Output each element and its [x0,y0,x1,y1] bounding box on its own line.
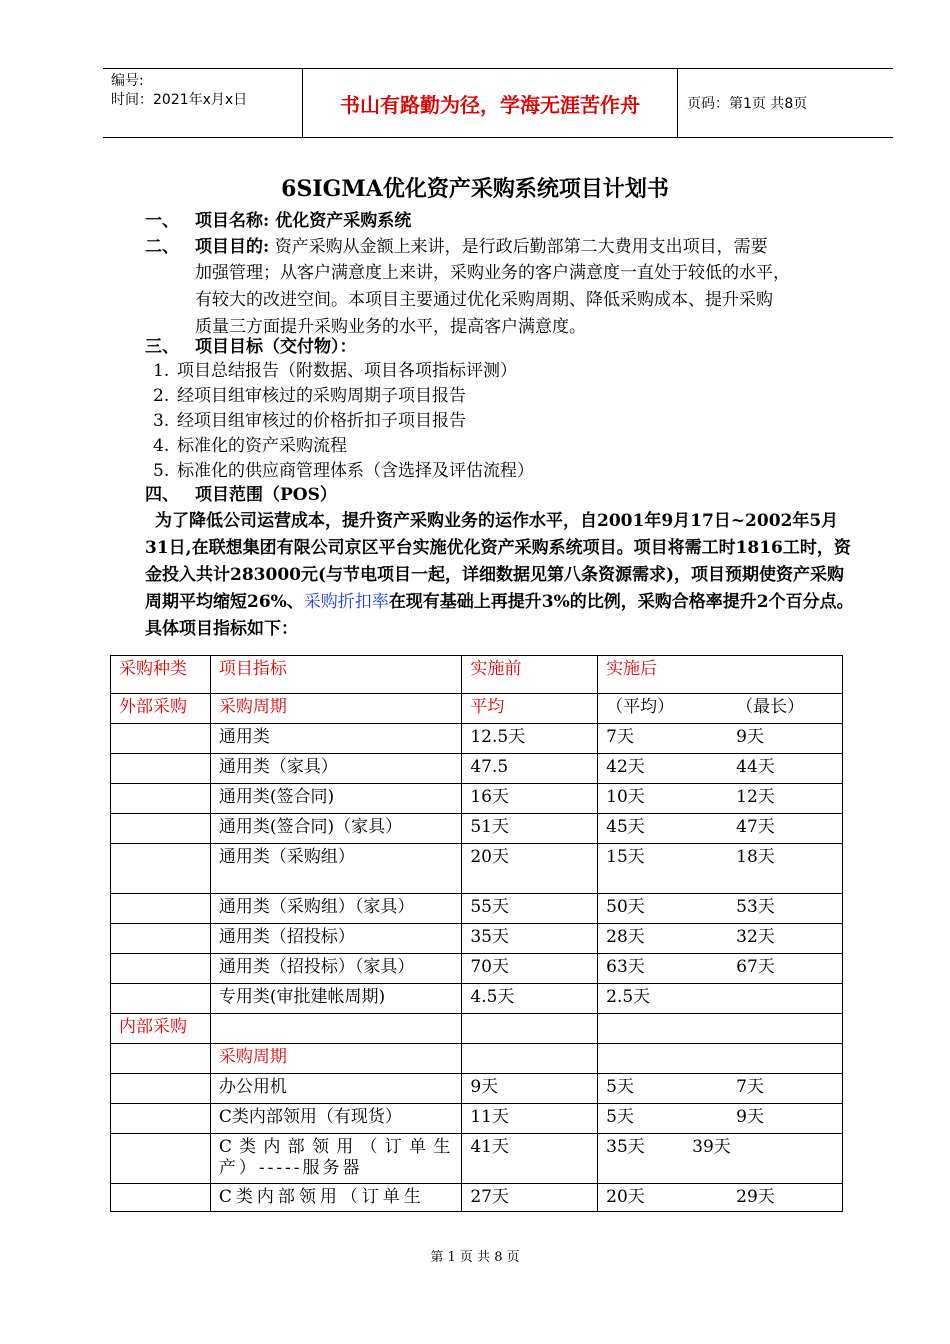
number-label: 编号: [111,73,144,89]
section-2: 二、 项目目的: 资产采购从金额上来讲，是行政后勤部第二大费用支出项目，需要 [145,237,768,257]
table-header-row: 采购种类 项目指标 实施前 实施后 [111,656,843,694]
section-3: 三、 项目目标（交付物）： [145,337,357,357]
table-row: 通用类(签合同) 16天 10天 12天 [111,784,843,814]
page-header [103,68,893,138]
table-row: 专用类(审批建帐周期) 4.5天 2.5天 [111,984,843,1014]
deliverable-item: 4. 标准化的资产采购流程 [153,436,347,456]
deliverable-item: 1. 项目总结报告（附数据、项目各项指标评测） [153,361,517,381]
table-row: 通用类（采购组）（家具） 55天 50天 53天 [111,894,843,924]
scope-paragraph: 为了降低公司运营成本，提升资产采购业务的运作水平，自2001年9月17日~2002年5月31日,在联想集团有限公司京区平台实施优化资产采购系统项目。项目将需工时1816工时，资金投入共计283000元(与节电项目一起，详细数据见第八条资源需求)，项目预期使资产采购周期平均缩短26%、采购折扣率在现有基础上再提升3%的比例，采购合格率提升2个百分点。具体项目指标如下： [145,511,854,639]
page-footer: 第 1 页 共 8 页 [430,1250,520,1265]
table-row: 通用类 12.5天 7天 9天 [111,724,843,754]
header-motto: 书山有路勤为径，学海无涯苦作舟 [303,69,678,137]
deliverable-item: 5. 标准化的供应商管理体系（含选择及评估流程） [153,461,534,481]
table-row: 通用类（采购组） 20天 15天 18天 [111,844,843,894]
section-1: 一、 项目名称: 优化资产采购系统 [145,211,412,231]
header-page-info: 页码：第1页 共8页 [687,96,808,112]
project-name: 项目名称: 优化资产采购系统 [195,211,412,231]
deliverable-item: 3. 经项目组审核过的价格折扣子项目报告 [153,411,466,431]
table-row: 外部采购 采购周期 平均 （平均） （最长） [111,694,843,724]
metrics-table [110,655,843,1212]
purpose-label: 项目目的: [195,237,270,257]
discount-rate-link[interactable]: 采购折扣率 [303,592,389,612]
table-row: 通用类（招投标）（家具） 70天 63天 67天 [111,954,843,984]
deliverable-item: 2. 经项目组审核过的采购周期子项目报告 [153,386,466,406]
table-row: C类内部领用（有现货） 11天 5天 9天 [111,1104,843,1134]
document-title: 6SIGMA优化资产采购系统项目计划书 [281,176,669,202]
table-row: 通用类(签合同)（家具） 51天 45天 47天 [111,814,843,844]
time-label: 时间：2021年x月x日 [111,92,248,108]
table-row: C类内部领用（订单生产）-----服务器 41天 35天 39天 [111,1134,843,1184]
header-meta [103,69,303,137]
purpose-line-1: 资产采购从金额上来讲，是行政后勤部第二大费用支出项目，需要 [274,237,768,257]
table-row: 通用类（招投标） 35天 28天 32天 [111,924,843,954]
purpose-text: 加强管理；从客户满意度上来讲，采购业务的客户满意度一直处于较低的水平， 有较大的改进空间。本项目主要通过优化采购周期、降低采购成本、提升采购 质量三方面提升采购业务的水平，提高客户满意度。 [195,263,790,337]
section-4: 四、 项目范围（POS） [145,485,337,505]
table-row: 通用类（家具） 47.5 42天 44天 [111,754,843,784]
table-row: 内部采购 [111,1014,843,1044]
table-row: 办公用机 9天 5天 7天 [111,1074,843,1104]
table-row: C类内部领用（订单生 27天 20天 29天 [111,1184,843,1212]
table-row: 采购周期 [111,1044,843,1074]
